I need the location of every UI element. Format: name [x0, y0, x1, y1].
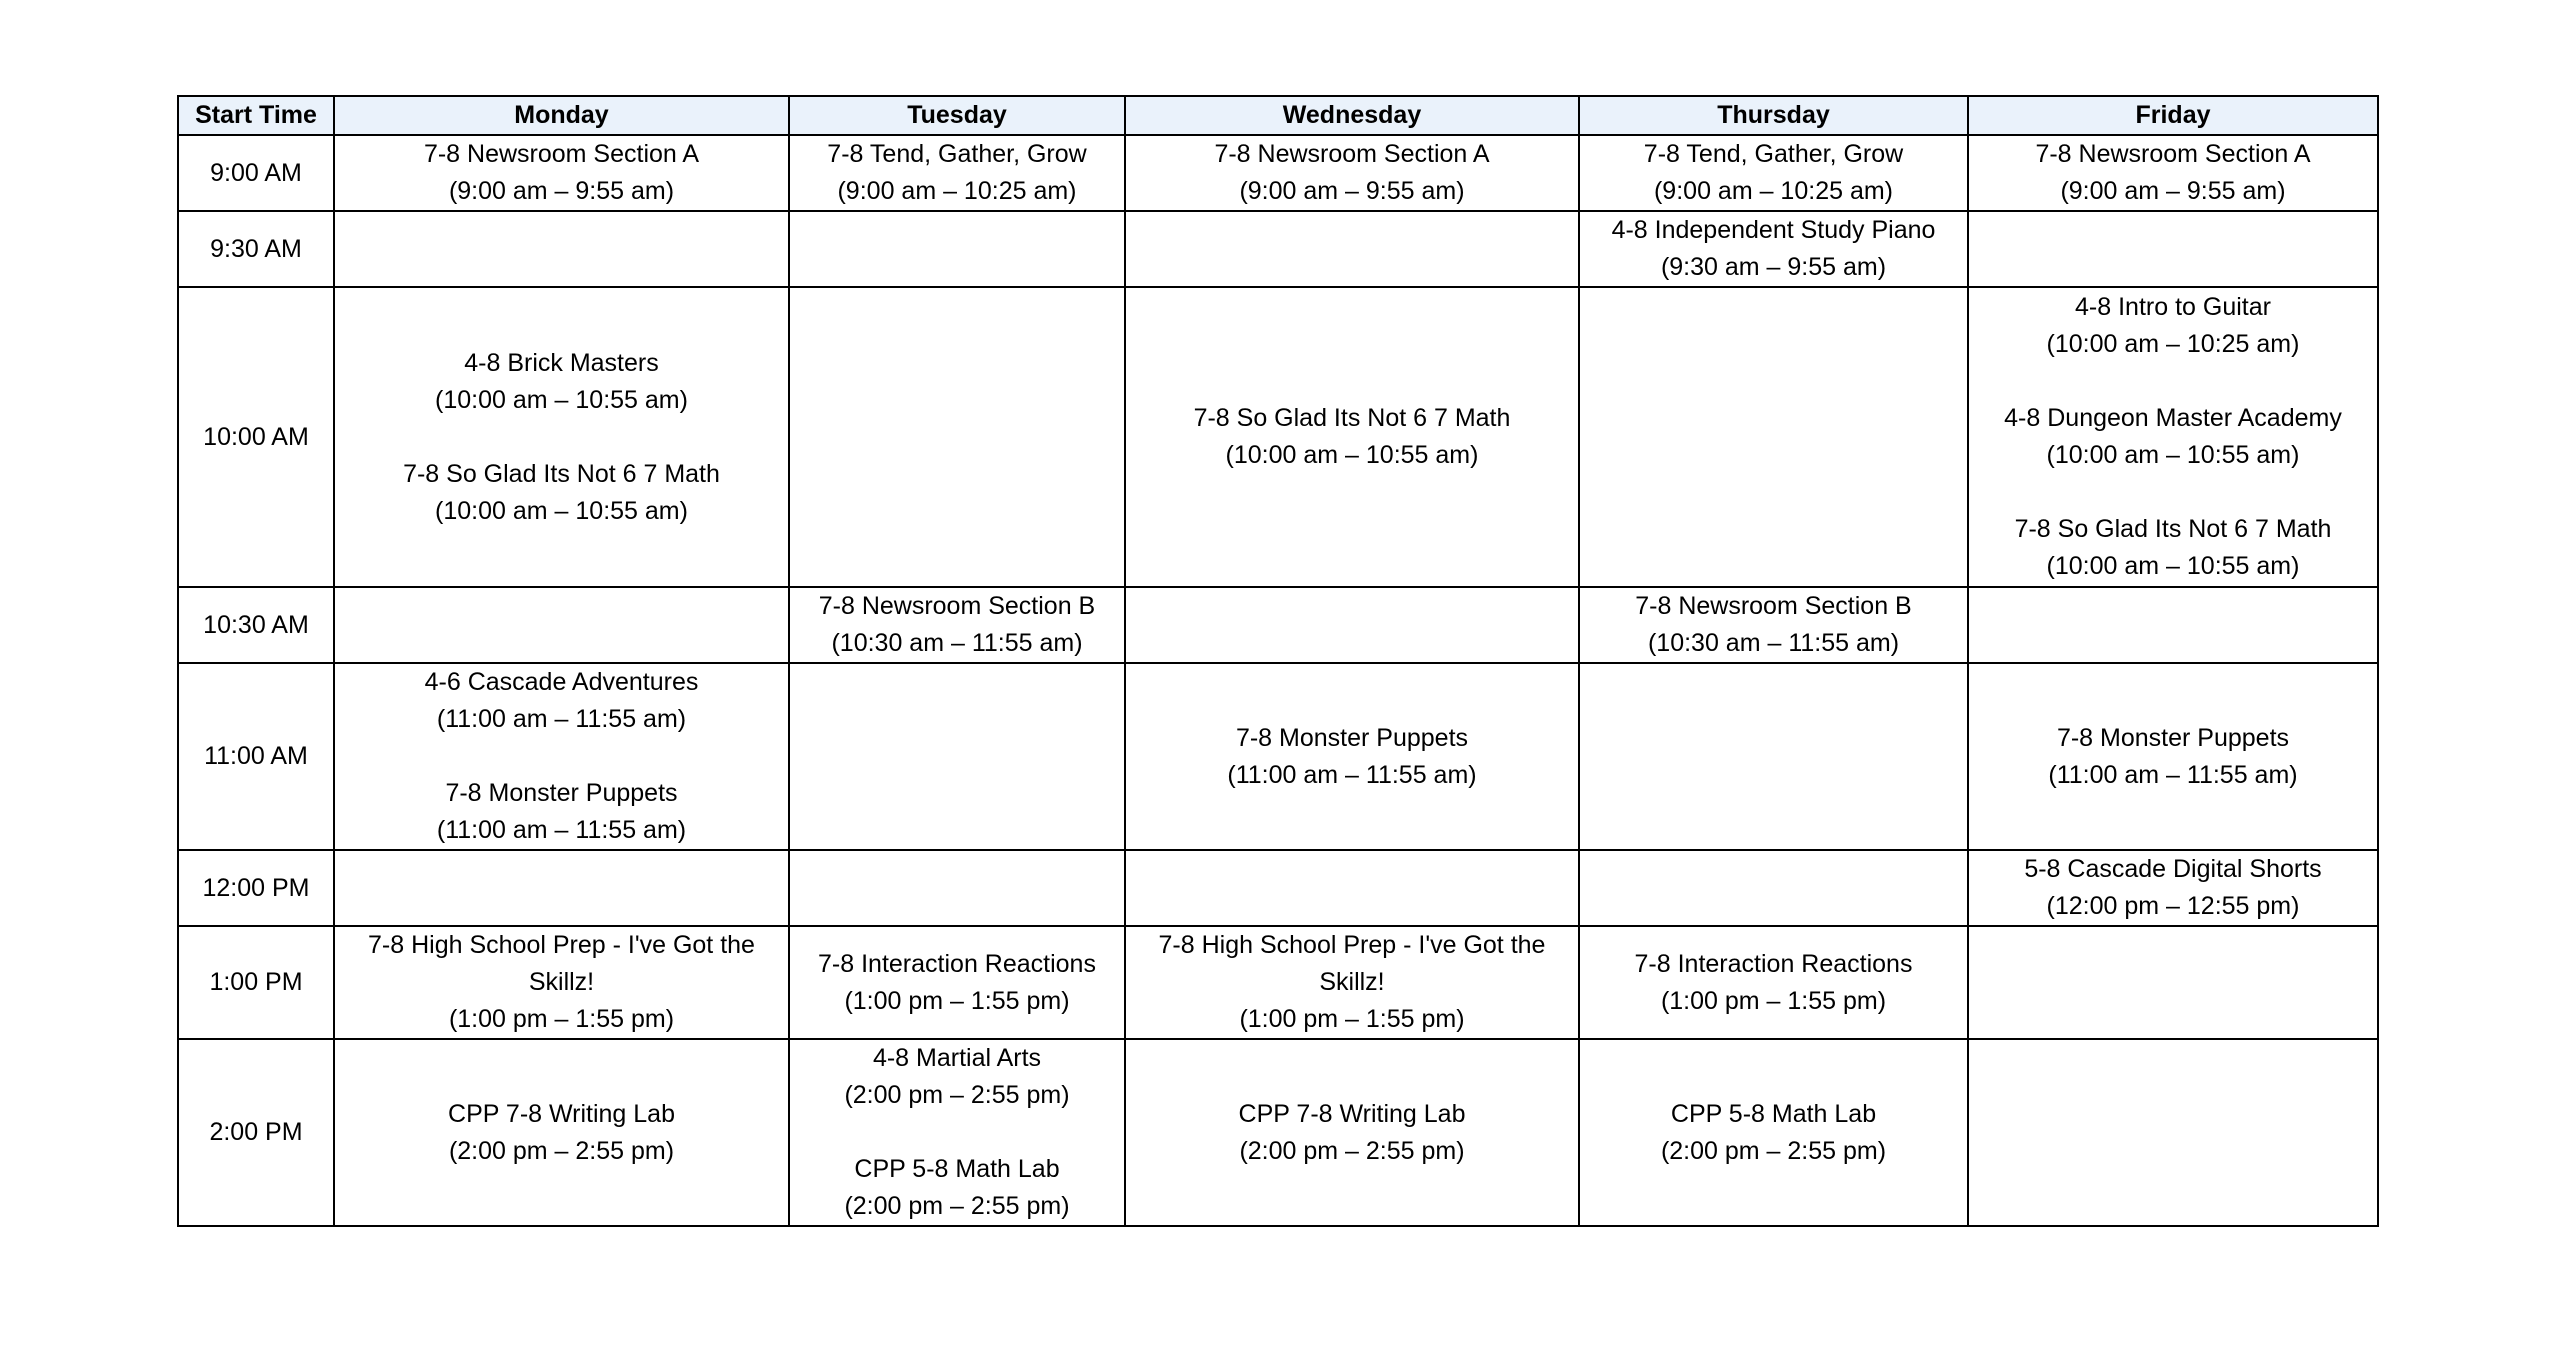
- class-entry: [796, 136, 1118, 210]
- start-time-cell: 10:00 AM: [178, 287, 334, 587]
- friday-cell: [1968, 287, 2378, 587]
- class-time-range: (12:00 pm – 12:55 pm): [2046, 892, 2300, 920]
- class-entry: [1586, 1096, 1961, 1170]
- class-title: CPP 7-8 Writing Lab: [1238, 1099, 1466, 1128]
- class-title: 5-8 Cascade Digital Shorts: [2024, 855, 2322, 883]
- class-title: 7-8 Newsroom Section B: [1635, 592, 1912, 620]
- class-time-range: (11:00 am – 11:55 am): [436, 816, 687, 844]
- class-time-range: (10:00 am – 10:55 am): [1225, 441, 1479, 469]
- class-time-range: (9:00 am – 10:25 am): [837, 177, 1077, 205]
- class-title: 7-8 Newsroom Section A: [2035, 140, 2311, 168]
- class-time-range: (9:00 am – 10:25 am): [1653, 177, 1893, 205]
- class-entry: [1975, 136, 2371, 210]
- class-time-range: (10:00 am – 10:55 am): [2046, 441, 2300, 469]
- start-time-cell: 9:00 AM: [178, 135, 334, 211]
- class-title: CPP 5-8 Math Lab: [1670, 1099, 1877, 1128]
- class-title: 7-8 Monster Puppets: [1235, 723, 1469, 752]
- class-title: 7-8 High School Prep - I've Got the Skillz!: [368, 931, 755, 996]
- class-entry: [796, 1040, 1118, 1114]
- class-time-range: (11:00 am – 11:55 am): [2048, 760, 2298, 789]
- friday-cell: [1968, 1039, 2378, 1226]
- friday-cell: [1968, 850, 2378, 926]
- class-title: 7-8 High School Prep - I've Got the Skillz!: [1158, 931, 1546, 996]
- class-time-range: (2:00 pm – 2:55 pm): [448, 1136, 675, 1165]
- class-time-range: (2:00 pm – 2:55 pm): [844, 1081, 1070, 1109]
- header-friday: Friday: [1968, 96, 2378, 135]
- monday-cell: [334, 926, 789, 1039]
- schedule-row: [178, 1039, 2378, 1226]
- class-entry: [1586, 212, 1961, 286]
- friday-cell: [1968, 663, 2378, 850]
- monday-cell: [334, 663, 789, 850]
- wednesday-cell: [1125, 1039, 1579, 1226]
- class-title: 7-8 Interaction Reactions: [1634, 949, 1913, 978]
- header-wednesday: Wednesday: [1125, 96, 1579, 135]
- class-entry: [341, 456, 782, 530]
- friday-cell: [1968, 135, 2378, 211]
- monday-cell: [334, 211, 789, 287]
- class-entry: [1975, 289, 2371, 363]
- class-entry: [1132, 720, 1572, 794]
- header-row: [178, 96, 2378, 135]
- class-title: 7-8 So Glad Its Not 6 7 Math: [403, 459, 720, 488]
- start-time-cell: 12:00 PM: [178, 850, 334, 926]
- thursday-cell: [1579, 850, 1968, 926]
- class-time-range: (10:00 am – 10:55 am): [2046, 552, 2300, 580]
- class-entry: [1975, 720, 2371, 794]
- friday-cell: [1968, 926, 2378, 1039]
- class-title: 4-8 Brick Masters: [464, 348, 659, 377]
- start-time-cell: 11:00 AM: [178, 663, 334, 850]
- class-entry: [796, 946, 1118, 1020]
- tuesday-cell: [789, 663, 1125, 850]
- wednesday-cell: [1125, 850, 1579, 926]
- class-time-range: (10:30 am – 11:55 am): [831, 629, 1083, 657]
- class-title: 7-8 Monster Puppets: [445, 779, 678, 807]
- tuesday-cell: [789, 850, 1125, 926]
- class-time-range: (1:00 pm – 1:55 pm): [844, 986, 1070, 1015]
- class-time-range: (10:00 am – 10:55 am): [435, 385, 688, 414]
- class-title: 7-8 Monster Puppets: [2056, 723, 2290, 752]
- schedule-row: [178, 663, 2378, 850]
- class-title: 7-8 Newsroom Section A: [1214, 140, 1490, 168]
- wednesday-cell: [1125, 587, 1579, 663]
- thursday-cell: [1579, 135, 1968, 211]
- class-title: 4-6 Cascade Adventures: [424, 668, 699, 696]
- class-time-range: (9:00 am – 9:55 am): [2060, 177, 2286, 205]
- schedule-row: [178, 211, 2378, 287]
- class-time-range: (10:00 am – 10:25 am): [2046, 330, 2300, 358]
- start-time-cell: 10:30 AM: [178, 587, 334, 663]
- class-entry: [341, 1096, 782, 1170]
- start-time-cell: 9:30 AM: [178, 211, 334, 287]
- class-title: 7-8 Tend, Gather, Grow: [827, 140, 1087, 168]
- wednesday-cell: [1125, 287, 1579, 587]
- tuesday-cell: [789, 1039, 1125, 1226]
- class-time-range: (11:00 am – 11:55 am): [436, 705, 687, 733]
- header-tuesday: Tuesday: [789, 96, 1125, 135]
- class-time-range: (1:00 pm – 1:55 pm): [1660, 986, 1887, 1015]
- class-entry: [796, 588, 1118, 662]
- header-monday: Monday: [334, 96, 789, 135]
- schedule-row: [178, 135, 2378, 211]
- monday-cell: [334, 287, 789, 587]
- class-title: CPP 7-8 Writing Lab: [448, 1099, 675, 1128]
- friday-cell: [1968, 587, 2378, 663]
- class-title: CPP 5-8 Math Lab: [854, 1155, 1060, 1183]
- monday-cell: [334, 135, 789, 211]
- class-entry: [1132, 136, 1572, 210]
- start-time-cell: 1:00 PM: [178, 926, 334, 1039]
- class-entry: [1975, 851, 2371, 925]
- schedule-row: [178, 587, 2378, 663]
- class-time-range: (11:00 am – 11:55 am): [1227, 760, 1477, 789]
- monday-cell: [334, 587, 789, 663]
- class-entry: [1586, 946, 1961, 1020]
- class-title: 7-8 So Glad Its Not 6 7 Math: [2014, 515, 2332, 543]
- wednesday-cell: [1125, 211, 1579, 287]
- class-time-range: (9:00 am – 9:55 am): [1239, 177, 1465, 205]
- class-entry: [341, 136, 782, 210]
- class-entry: [1132, 1096, 1572, 1170]
- class-title: 7-8 Tend, Gather, Grow: [1643, 140, 1904, 168]
- class-title: 7-8 Newsroom Section A: [423, 140, 700, 168]
- class-title: 4-8 Dungeon Master Academy: [2004, 404, 2342, 432]
- class-title: 7-8 Interaction Reactions: [818, 949, 1096, 978]
- class-title: 4-8 Intro to Guitar: [2075, 293, 2271, 321]
- class-time-range: (2:00 pm – 2:55 pm): [1239, 1136, 1465, 1165]
- wednesday-cell: [1125, 135, 1579, 211]
- class-time-range: (2:00 pm – 2:55 pm): [1660, 1136, 1887, 1165]
- thursday-cell: [1579, 587, 1968, 663]
- class-title: 4-8 Martial Arts: [872, 1044, 1042, 1072]
- class-title: 4-8 Independent Study Piano: [1611, 216, 1936, 244]
- class-time-range: (9:00 am – 9:55 am): [448, 177, 675, 205]
- wednesday-cell: [1125, 926, 1579, 1039]
- class-time-range: (1:00 pm – 1:55 pm): [448, 1005, 675, 1033]
- thursday-cell: [1579, 287, 1968, 587]
- monday-cell: [334, 1039, 789, 1226]
- weekly-schedule-table: [177, 95, 2379, 1227]
- class-time-range: (2:00 pm – 2:55 pm): [844, 1192, 1070, 1220]
- tuesday-cell: [789, 135, 1125, 211]
- schedule-header: [178, 96, 2378, 135]
- friday-cell: [1968, 211, 2378, 287]
- start-time-cell: 2:00 PM: [178, 1039, 334, 1226]
- class-time-range: (1:00 pm – 1:55 pm): [1239, 1005, 1465, 1033]
- schedule-row: [178, 926, 2378, 1039]
- class-time-range: (9:30 am – 9:55 am): [1660, 253, 1887, 281]
- thursday-cell: [1579, 663, 1968, 850]
- class-entry: [341, 664, 782, 738]
- class-time-range: (10:00 am – 10:55 am): [435, 496, 688, 525]
- tuesday-cell: [789, 211, 1125, 287]
- class-entry: [1586, 588, 1961, 662]
- header-start-time: Start Time: [178, 96, 334, 135]
- class-entry: [1975, 511, 2371, 585]
- thursday-cell: [1579, 926, 1968, 1039]
- class-entry: [796, 1151, 1118, 1225]
- schedule-row: [178, 850, 2378, 926]
- thursday-cell: [1579, 211, 1968, 287]
- class-entry: [341, 927, 782, 1038]
- class-title: 7-8 So Glad Its Not 6 7 Math: [1193, 404, 1511, 432]
- schedule-body: [178, 135, 2378, 1226]
- class-entry: [1132, 400, 1572, 474]
- monday-cell: [334, 850, 789, 926]
- class-entry: [341, 775, 782, 849]
- class-title: 7-8 Newsroom Section B: [818, 592, 1096, 620]
- wednesday-cell: [1125, 663, 1579, 850]
- class-entry: [341, 345, 782, 419]
- tuesday-cell: [789, 587, 1125, 663]
- class-entry: [1132, 927, 1572, 1038]
- tuesday-cell: [789, 287, 1125, 587]
- schedule-row: [178, 287, 2378, 587]
- header-thursday: Thursday: [1579, 96, 1968, 135]
- thursday-cell: [1579, 1039, 1968, 1226]
- class-entry: [1975, 400, 2371, 474]
- class-entry: [1586, 136, 1961, 210]
- tuesday-cell: [789, 926, 1125, 1039]
- class-time-range: (10:30 am – 11:55 am): [1647, 629, 1900, 657]
